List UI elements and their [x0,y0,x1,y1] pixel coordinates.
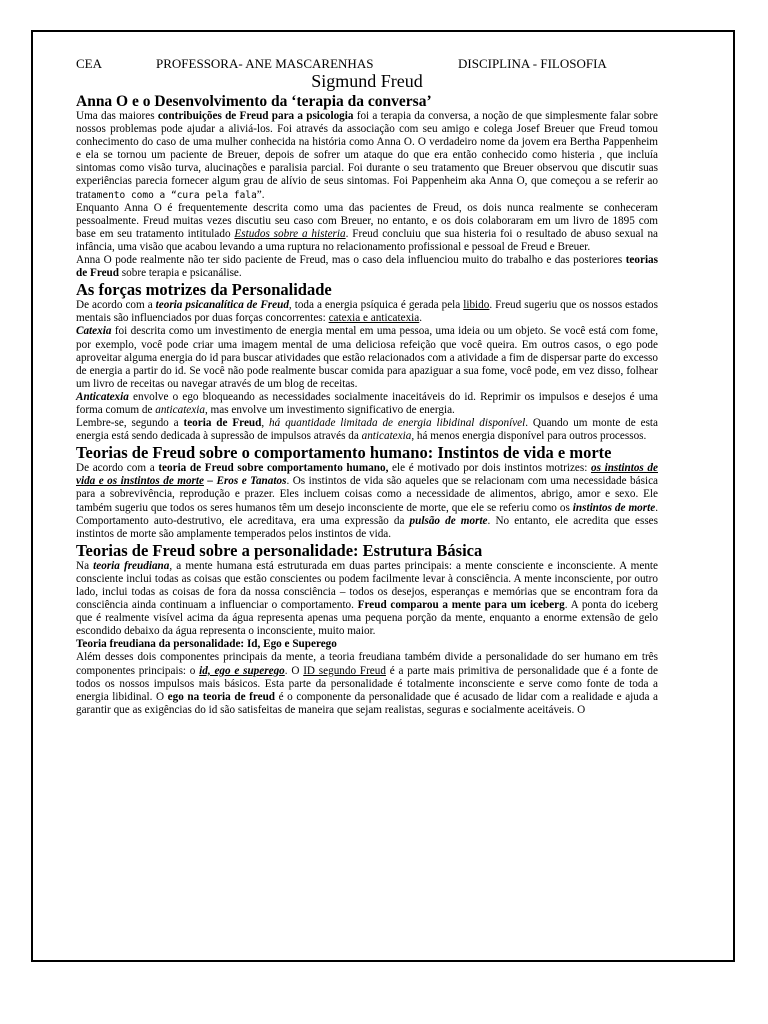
id-link[interactable]: ID segundo Freud [303,664,386,677]
paragraph: Anticatexia envolve o ego bloqueando as necessidades socialmente inaceitáveis do id. Reprimir os impulsos e desejos é uma forma comum de anticatexia, mas envolve um investimento significativo de energia. [76,390,658,416]
paragraph: Anna O pode realmente não ter sido paciente de Freud, mas o caso dela influenciou muito do trabalho e das posteriores teorias de Freud sobre terapia e psicanálise. [76,254,658,280]
libido-link[interactable]: libido [463,299,490,312]
paragraph: Além desses dois componentes principais da mente, a teoria freudiana também divide a personalidade do ser humano em três componentes principais: o id, ego e superego. O ID segundo Freud é a parte mais primitiva de personalidade que é a fonte de todos os nossos impulsos mais básicos. Esta parte da personalidade é totalmente inconsciente e serve como fonte de toda a energia libidinal. O ego na teoria de freud é o componente da personalidade que é acusado de lidar com a realidade e ajuda a garantir que as exigências do id são satisfeitas de maneira que sejam realistas, seguras e socialmente aceitáveis. O [76,651,658,716]
school-name: CEA [76,56,102,71]
section-heading-structure: Teorias de Freud sobre a personalidade: Estrutura Básica [76,540,483,560]
paragraph: Uma das maiores contribuições de Freud para a psicologia foi a terapia da conversa, a noção de que simplesmente falar sobre nossos problemas pode ajudar a aliviá-los. Foi através da associação com seu amigo e colega Josef Breuer que Freud tomou conhecimento do caso de uma mulher conhecida na história como Anna O. O verdadeiro nome da jovem era Bertha Pappenheim e ela se tornou um paciente de Breuer, depois de sofrer um ataque do que era então conhecido como histeria , que incluía sintomas como visão turva, alucinações e paralisia parcial. Foi durante o seu tratamento que Breuer observou que discutir suas experiências parecia fornecer algum grau de alívio de seus sintomas. Foi Pappenheim aka Anna O, que começou a se referir ao tratamento como a “cura pela fala”. [76,110,658,201]
subject-name: DISCIPLINA - FILOSOFIA [458,56,607,71]
section-heading-instincts: Teorias de Freud sobre o comportamento humano: Instintos de vida e morte [76,443,612,463]
instincts-link[interactable]: os instintos de vida e os instintos de morte [76,462,658,488]
paragraph: De acordo com a teoria psicanalítica de Freud, toda a energia psíquica é gerada pela libido. Freud sugeriu que os nossos estados mentais são influenciados por duas forças concorrentes: catexia e anticatexia. [76,299,658,325]
catexia-link[interactable]: catexia e anticatexia [328,312,420,325]
document-title: Sigmund Freud [311,71,423,91]
document-header [76,56,658,71]
teacher-name: PROFESSORA- ANE MASCARENHAS [156,56,374,71]
subheading-id-ego-superego: Teoria freudiana da personalidade: Id, Ego e Superego [76,638,337,651]
section-heading-forces: As forças motrizes da Personalidade [76,280,332,300]
paragraph: Enquanto Anna O é frequentemente descrita como uma das pacientes de Freud, os dois nunca realmente se conheceram pessoalmente. Freud muitas vezes discutiu seu caso com Breuer, no entanto, e os dois colaboraram em um livro de 1895 com base em seu tratamento intitulado Estudos sobre a histeria. Freud concluiu que sua histeria foi o resultado de abuso sexual na infância, uma visão que acabou levando a uma ruptura no relacionamento profissional e pessoal de Freud e Breuer. [76,201,658,253]
section-heading-anna-o: Anna O e o Desenvolvimento da ‘terapia da conversa’ [76,93,432,110]
paragraph: Na teoria freudiana, a mente humana está estruturada em duas partes principais: a mente consciente e inconsciente. A mente consciente inclui todas as coisas que estão conscientes ou podem facilmente levar à consciência. A mente inconsciente, por outro lado, inclui todas as coisas de fora da nossa consciência – todos os desejos, esperanças e memórias que se encontram fora da consciência ainda continuam a influenciar o comportamento. Freud comparou a mente para um iceberg. A ponta do iceberg que é realmente visível acima da água representa apenas uma pequena porção da mente, enquanto a enorme extensão de gelo escondido debaixo da água representa o inconsciente, muito maior. [76,559,659,638]
paragraph: Catexia foi descrita como um investimento de energia mental em uma pessoa, uma ideia ou um objeto. Se você está com fome, por exemplo, você pode criar uma imagem mental de uma deliciosa refeição que você queira. Em outros casos, o ego pode aproveitar alguma energia do id para buscar atividades que estão relacionados com a atividade a fim de dispersar parte do excesso de energia a partir do id. Se você não pode realmente buscar comida para apaziguar a sua fome, você pode, em vez disso, folhear um livro de receitas ou navegar através de um blog de receitas. [76,325,658,390]
paragraph: Lembre-se, segundo a teoria de Freud, há quantidade limitada de energia libidinal disponível. Quando um monte de esta energia está sendo dedicada à supressão de impulsos através da anticatexia, há menos energia disponível para outros processos. [76,417,658,443]
paragraph: De acordo com a teoria de Freud sobre comportamento humano, ele é motivado por dois instintos motrizes: os instintos de vida e os instintos de morte – Eros e Tanatos. Os instintos de vida são aqueles que se relacionam com uma necessidade básica para a sobrevivência, reprodução e prazer. Eles incluem coisas como a necessidade de alimentos, abrigo, amor e sexo. Ele também sugeriu que todos os seres humanos têm um desejo inconsciente de morte, que ele se referiu como os instintos de morte. Comportamento auto-destrutivo, ele acreditava, era uma expressão da pulsão de morte. No entanto, ele acredita que esses instintos de morte são amplamente temperados pelos instintos de vida. [76,462,659,540]
id-ego-superego-link[interactable]: id, ego e superego [199,664,285,677]
document-page [76,56,658,717]
book-link[interactable]: Estudos sobre a histeria [234,227,346,240]
